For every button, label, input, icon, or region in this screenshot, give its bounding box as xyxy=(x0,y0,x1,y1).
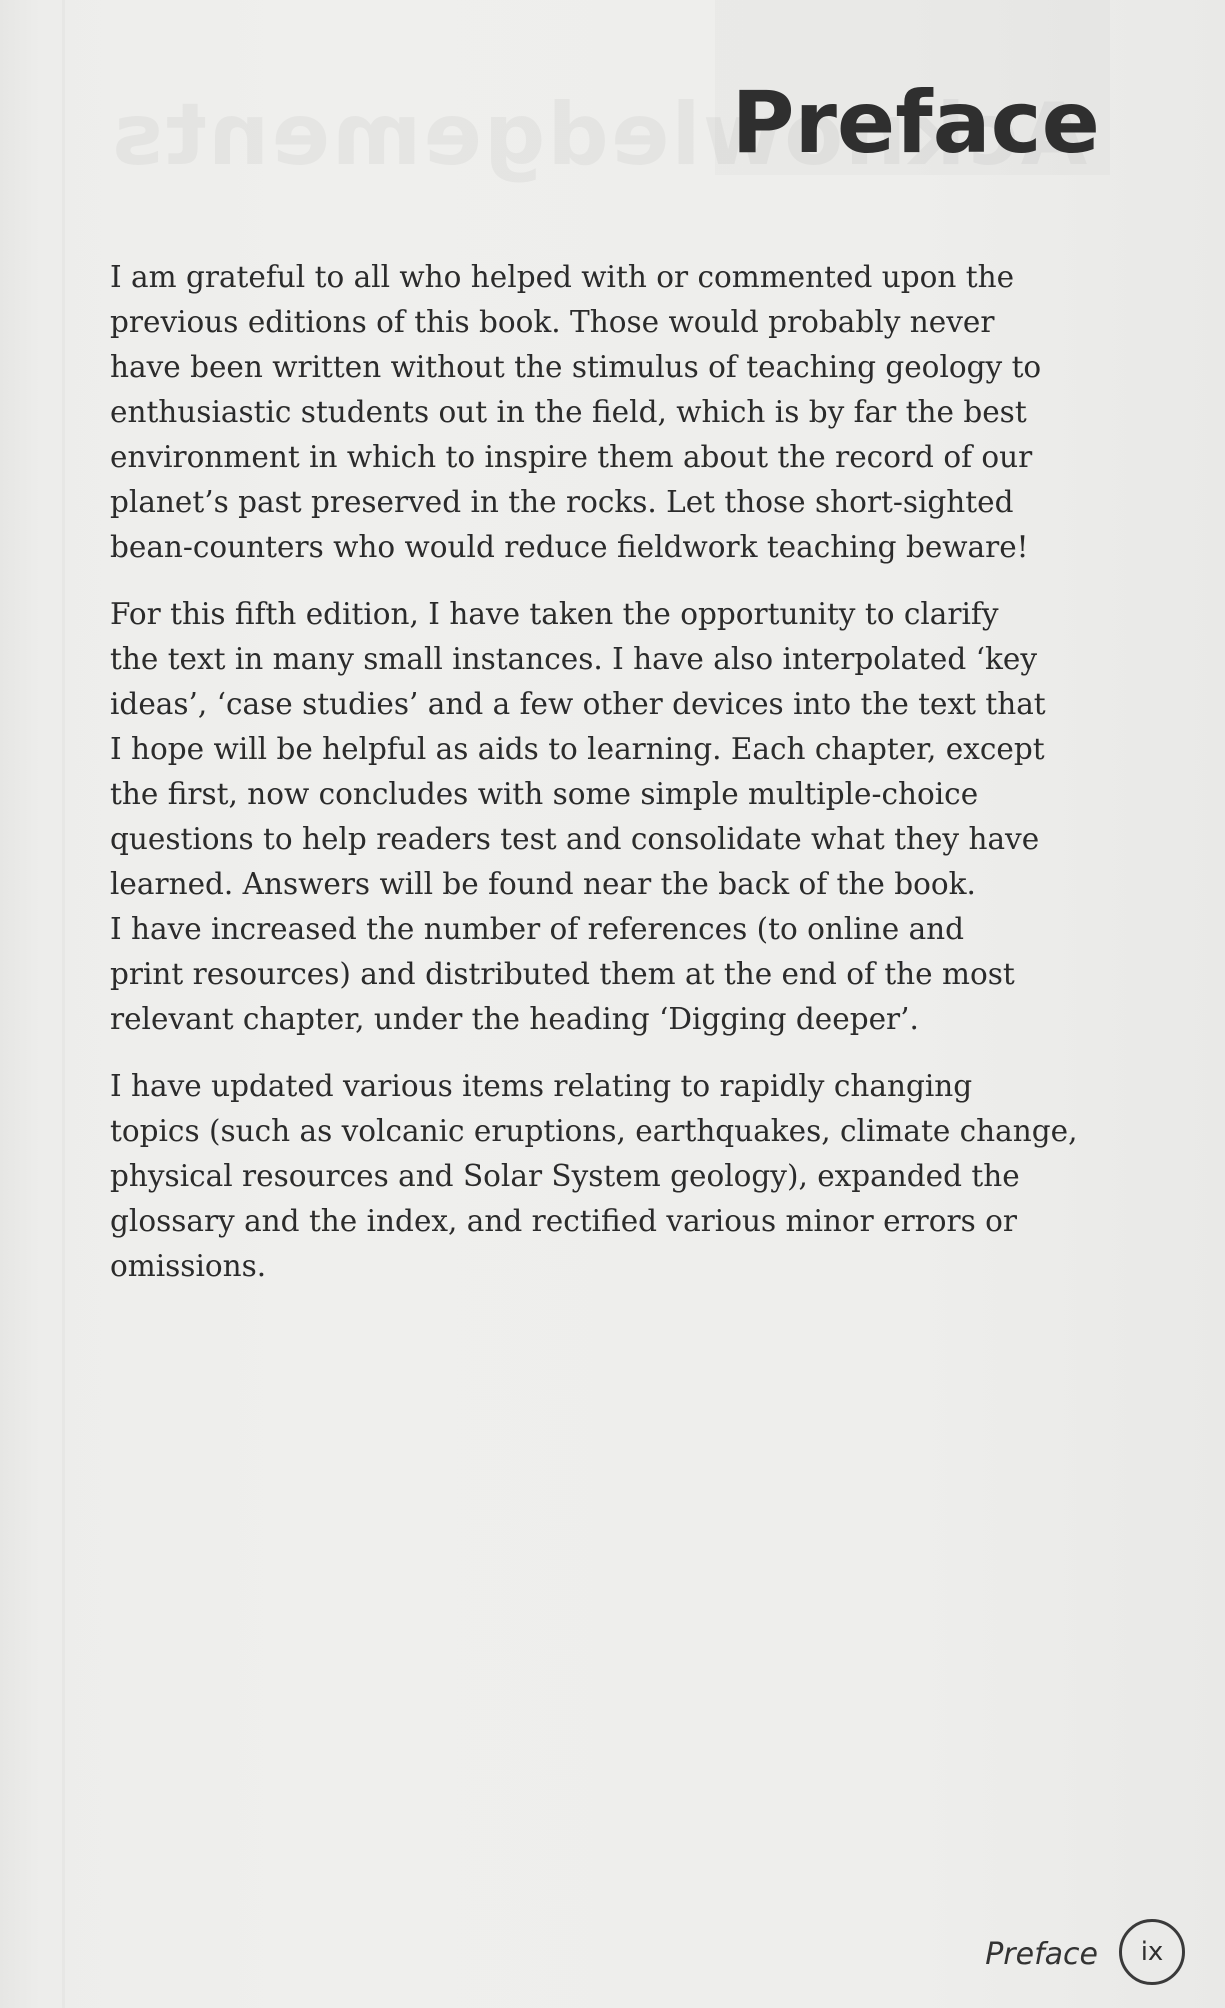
paragraph-3: I have updated various items relating to rapidly changing topics (such as volcanic eruptions, earthquakes, climate change, physical resources and Solar System geology), expanded the glossary and the index, and rectified various minor errors or omissions. xyxy=(110,1069,1078,1283)
gutter-shadow xyxy=(62,0,65,2008)
page-title: Preface xyxy=(731,73,1100,173)
paragraph-1: I am grateful to all who helped with or commented upon the previous editions of this book. Those would probably never have been written without the stimulus of teaching geology to enthusiastic students out in the field, which is by far the best environment in which to inspire them about the record of our planet’s past preserved in the rocks. Let those short-sighted bean-counters who would reduce fieldwork teaching beware! xyxy=(110,260,1042,564)
paragraph-2: For this fifth edition, I have taken the opportunity to clarify the text in many small instances. I have also interpolated ‘key ideas’, ‘case studies’ and a few other devices into the text that I hope will be helpful as aids to learning. Each chapter, except the first, now concludes with some simple multiple-choice questions to help readers test and consolidate what they have learned. Answers will be found near the back of the book. I have increased the number of references (to online and print resources) and distributed them at the end of the most relevant chapter, under the heading ‘Digging deeper’. xyxy=(110,597,1046,1036)
page-number: ix xyxy=(1119,1919,1185,1985)
running-footer: Preface xyxy=(985,1937,1098,1972)
preface-body xyxy=(110,255,1110,1311)
